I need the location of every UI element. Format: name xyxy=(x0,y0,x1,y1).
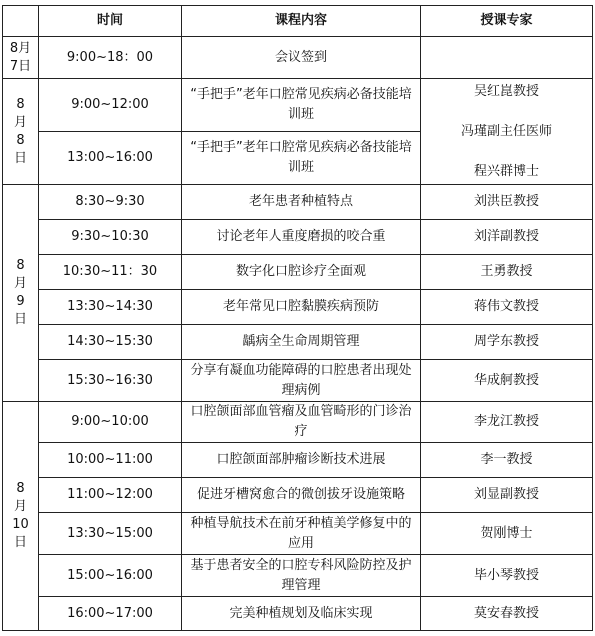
table-row xyxy=(3,402,593,443)
expert-cell: 刘洋副教授 xyxy=(421,220,593,255)
expert-cell: 贺刚博士 xyxy=(421,513,593,555)
course-cell: “手把手”老年口腔常见疾病必备技能培训班 xyxy=(182,79,421,132)
time-cell: 11:00~12:00 xyxy=(39,478,182,513)
date-line: 月 xyxy=(13,114,27,130)
expert-cell xyxy=(421,37,593,79)
time-cell: 10:30~11：30 xyxy=(39,255,182,290)
header-row xyxy=(3,6,593,37)
expert-cell: 王勇教授 xyxy=(421,255,593,290)
course-cell: 完美种植规划及临床实现 xyxy=(182,597,421,631)
time-cell: 15:00~16:00 xyxy=(39,555,182,597)
table-row xyxy=(3,513,593,555)
date-line: 日 xyxy=(13,535,27,550)
header-date xyxy=(3,6,39,37)
course-cell: 会议签到 xyxy=(182,37,421,79)
date-line: 10 xyxy=(12,517,29,532)
date-cell xyxy=(3,37,39,79)
date-line: 日 xyxy=(13,150,27,166)
date-cell xyxy=(3,79,39,185)
course-cell: 讨论老年人重度磨损的咬合重 xyxy=(182,220,421,255)
table-row xyxy=(3,478,593,513)
table-row xyxy=(3,37,593,79)
time-cell: 13:00~16:00 xyxy=(39,132,182,185)
expert-cell: 刘显副教授 xyxy=(421,478,593,513)
course-cell: 种植导航技术在前牙种植美学修复中的应用 xyxy=(182,513,421,555)
time-cell: 16:00~17:00 xyxy=(39,597,182,631)
course-cell: 基于患者安全的口腔专科风险防控及护理管理 xyxy=(182,555,421,597)
course-cell: 促进牙槽窝愈合的微创拔牙设施策略 xyxy=(182,478,421,513)
table-row xyxy=(3,185,593,220)
date-line: 8 xyxy=(16,258,25,273)
expert-cell xyxy=(421,79,593,185)
header-expert: 授课专家 xyxy=(421,6,593,37)
time-cell: 8:30~9:30 xyxy=(39,185,182,220)
time-cell: 13:30~15:00 xyxy=(39,513,182,555)
date-line: 7日 xyxy=(9,58,32,74)
date-line: 9 xyxy=(16,294,25,309)
time-cell: 15:30~16:30 xyxy=(39,360,182,402)
course-cell: 口腔颌面部肿瘤诊断技术进展 xyxy=(182,443,421,478)
table-row xyxy=(3,555,593,597)
course-cell: 龋病全生命周期管理 xyxy=(182,325,421,360)
time-cell: 9:00~10:00 xyxy=(39,402,182,443)
time-cell: 9:00~12:00 xyxy=(39,79,182,132)
expert-name: 冯瑾副主任医师 xyxy=(460,123,552,139)
course-cell: “手把手”老年口腔常见疾病必备技能培训班 xyxy=(182,132,421,185)
course-cell: 数字化口腔诊疗全面观 xyxy=(182,255,421,290)
expert-cell: 李一教授 xyxy=(421,443,593,478)
course-cell: 口腔颌面部血管瘤及血管畸形的门诊治疗 xyxy=(182,402,421,443)
time-cell: 13:30~14:30 xyxy=(39,290,182,325)
expert-cell: 华成舸教授 xyxy=(421,360,593,402)
course-cell: 分享有凝血功能障碍的口腔患者出现处理病例 xyxy=(182,360,421,402)
expert-cell: 蒋伟文教授 xyxy=(421,290,593,325)
expert-name: 吴红崑教授 xyxy=(473,83,539,99)
time-cell: 14:30~15:30 xyxy=(39,325,182,360)
table-row xyxy=(3,597,593,631)
table-row xyxy=(3,220,593,255)
table-row xyxy=(3,325,593,360)
date-line: 日 xyxy=(13,312,27,327)
spacer xyxy=(427,142,586,162)
expert-cell: 刘洪臣教授 xyxy=(421,185,593,220)
header-time: 时间 xyxy=(39,6,182,37)
date-cell xyxy=(3,402,39,631)
date-line: 月 xyxy=(13,276,27,291)
expert-cell: 毕小琴教授 xyxy=(421,555,593,597)
header-course: 课程内容 xyxy=(182,6,421,37)
table-row xyxy=(3,255,593,290)
date-line: 8月 xyxy=(9,40,32,56)
expert-cell: 周学东教授 xyxy=(421,325,593,360)
course-cell: 老年患者种植特点 xyxy=(182,185,421,220)
spacer xyxy=(427,102,586,122)
time-cell: 10:00~11:00 xyxy=(39,443,182,478)
date-line: 8 xyxy=(16,481,25,496)
date-line: 8 xyxy=(16,96,25,112)
table-row xyxy=(3,79,593,132)
schedule-table xyxy=(2,5,593,631)
date-line: 月 xyxy=(13,499,27,514)
time-cell: 9:00~18：00 xyxy=(39,37,182,79)
course-cell: 老年常见口腔黏膜疾病预防 xyxy=(182,290,421,325)
table-row xyxy=(3,360,593,402)
table-row xyxy=(3,290,593,325)
date-line: 8 xyxy=(16,132,25,148)
table-row xyxy=(3,443,593,478)
expert-name: 程兴群博士 xyxy=(473,163,539,179)
date-cell xyxy=(3,185,39,402)
expert-cell: 李龙江教授 xyxy=(421,402,593,443)
expert-cell: 莫安春教授 xyxy=(421,597,593,631)
time-cell: 9:30~10:30 xyxy=(39,220,182,255)
